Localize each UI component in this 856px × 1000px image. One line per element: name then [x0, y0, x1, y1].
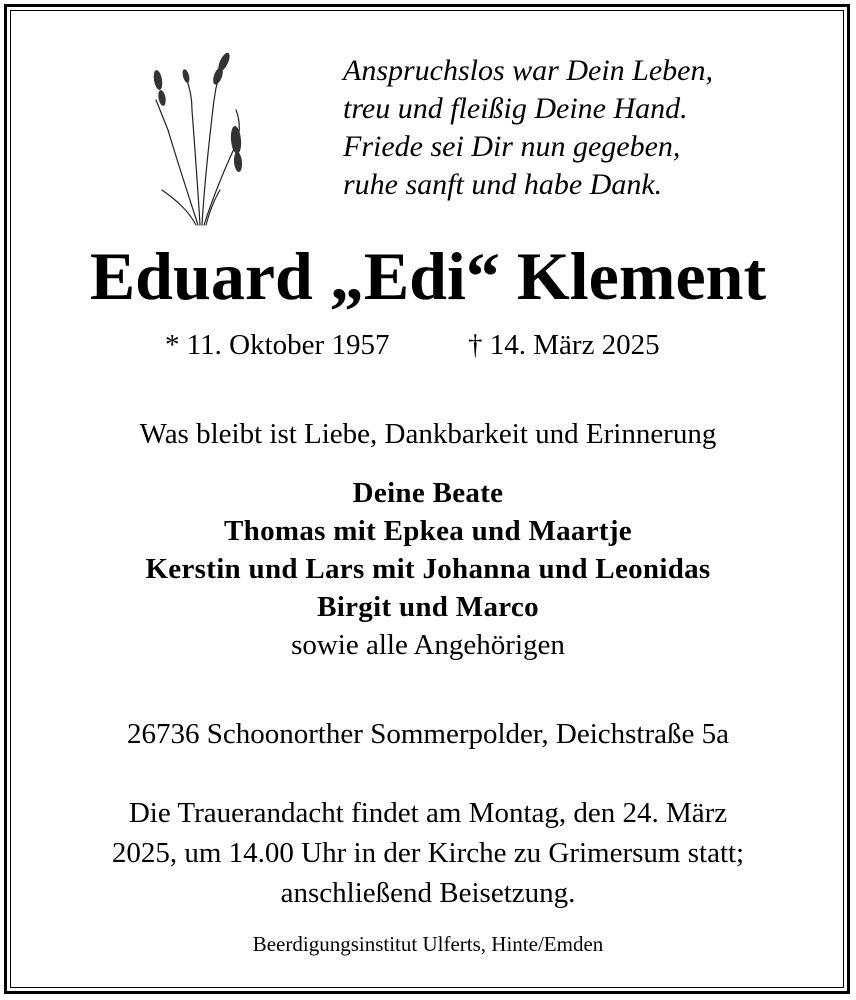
- service-line: anschließend Beisetzung.: [280, 877, 576, 909]
- birth-date: * 11. Oktober 1957: [165, 329, 390, 361]
- wheat-ears-icon: [140, 40, 260, 230]
- poem: [343, 52, 813, 204]
- service-notice: [0, 793, 856, 913]
- address: 26736 Schoonorther Sommerpolder, Deichstraße 5a: [126, 718, 730, 750]
- deceased-name: Eduard „Edi“ Klement: [89, 238, 767, 314]
- family-member: Birgit und Marco: [317, 591, 539, 623]
- family-member: Kerstin und Lars mit Johanna und Leonidas: [145, 553, 711, 585]
- life-dates: [0, 325, 856, 365]
- poem-line: ruhe sanft und habe Dank.: [343, 168, 663, 201]
- poem-line: treu und fleißig Deine Hand.: [343, 92, 688, 125]
- poem-line: Anspruchslos war Dein Leben,: [343, 54, 713, 87]
- family-member: Deine Beate: [352, 477, 504, 509]
- service-line: Die Trauerandacht findet am Montag, den 24. März: [128, 797, 728, 829]
- death-date: † 14. März 2025: [468, 329, 660, 361]
- family-list: [0, 474, 856, 664]
- motto: Was bleibt ist Liebe, Dankbarkeit und Erinnerung: [139, 418, 717, 450]
- undertaker: Beerdigungsinstitut Ulferts, Hinte/Emden: [252, 932, 604, 956]
- poem-line: Friede sei Dir nun gegeben,: [343, 130, 681, 163]
- family-member: Thomas mit Epkea und Maartje: [224, 515, 632, 547]
- service-line: 2025, um 14.00 Uhr in der Kirche zu Grimersum statt;: [111, 837, 745, 869]
- other-relatives: sowie alle Angehörigen: [291, 629, 565, 661]
